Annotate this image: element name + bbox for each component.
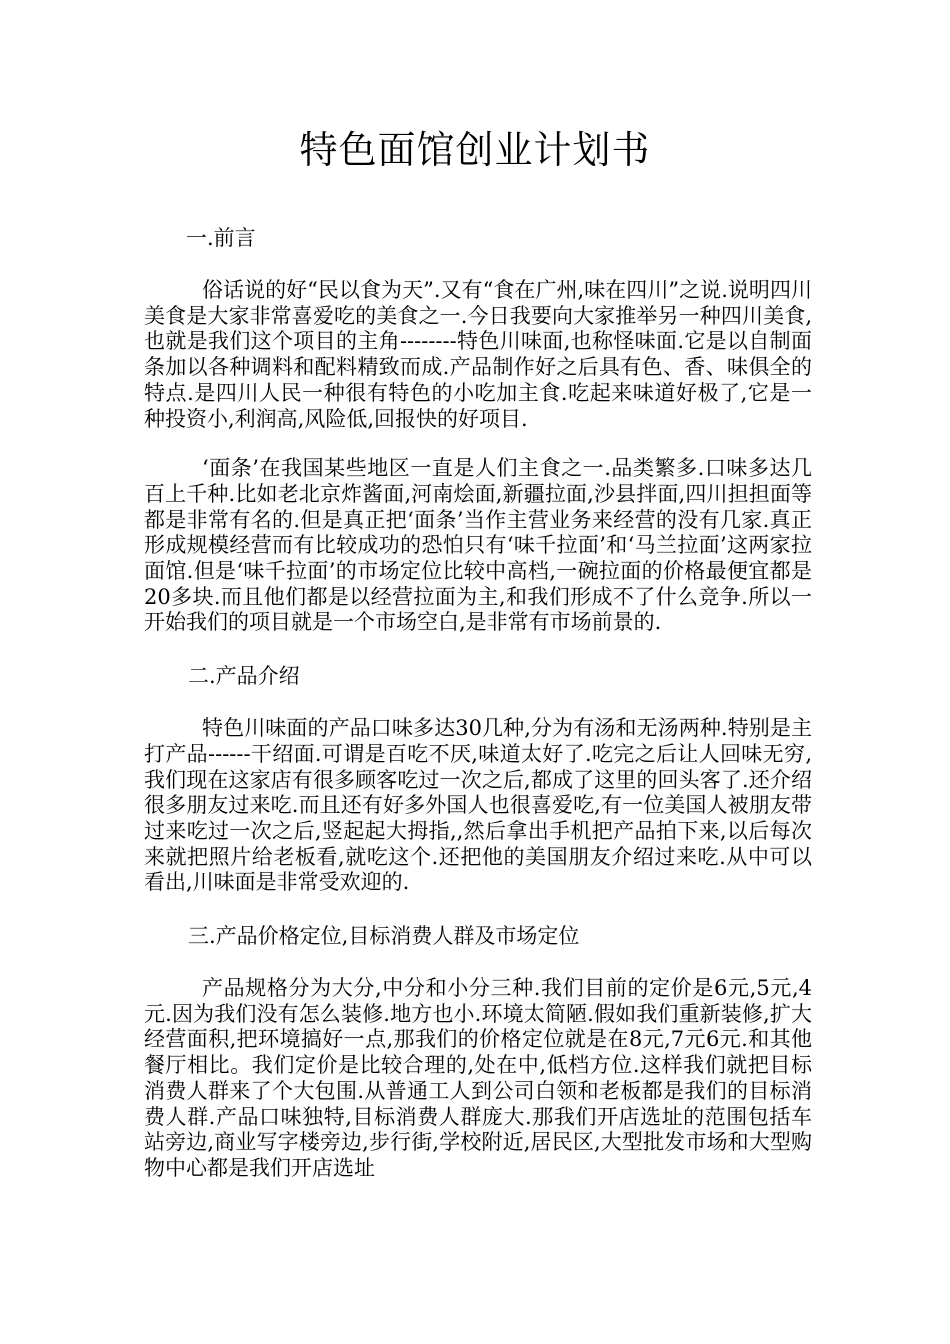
paragraph: 特色川味面的产品口味多达30几种,分为有汤和无汤两种.特别是主打产品------干绍面.可谓是百吃不厌,味道太好了.吃完之后让人回味无穷,我们现在这家店有很多顾客吃过一次之后,都成了这里的回头客了.还介绍很多朋友过来吃.而且还有好多外国人也很喜爱吃,有一位美国人被朋友带过来吃过一次之后,竖起起大拇指,,然后拿出手机把产品拍下来,以后每次来就把照片给老板看,就吃这个.还把他的美国朋友介绍过来吃.从中可以看出,川味面是非常受欢迎的. xyxy=(144,716,812,895)
paragraph: 俗话说的好“民以食为天”.又有“食在广州,味在四川”之说.说明四川美食是大家非常喜爱吃的美食之一.今日我要向大家推举另一种四川美食,也就是我们这个项目的主角--------特色川味面,也称怪味面.它是以自制面条加以各种调料和配料精致而成.产品制作好之后具有色、香、味俱全的特点.是四川人民一种很有特色的小吃加主食.吃起来味道好极了,它是一种投资小,利润高,风险低,回报快的好项目. xyxy=(144,278,812,431)
paragraph: 产品规格分为大分,中分和小分三种.我们目前的定价是6元,5元,4元.因为我们没有怎么装修.地方也小.环境太简陋.假如我们重新装修,扩大经营面积,把环境搞好一点,那我们的价格定位就是在8元,7元6元.和其他餐厅相比。我们定价是比较合理的,处在中,低档方位.这样我们就把目标消费人群来了个大包围.从普通工人到公司白领和老板都是我们的目标消费人群.产品口味独特,目标消费人群庞大.那我们开店选址的范围包括车站旁边,商业写字楼旁边,步行街,学校附近,居民区,大型批发市场和大型购物中心都是我们开店选址 xyxy=(144,976,812,1180)
section-heading-preface: 一.前言 xyxy=(186,226,256,250)
document-title: 特色面馆创业计划书 xyxy=(299,128,651,172)
section-heading-pricing: 三.产品价格定位,目标消费人群及市场定位 xyxy=(188,924,580,949)
paragraph: ‘面条’在我国某些地区一直是人们主食之一.品类繁多.口味多达几百上千种.比如老北京炸酱面,河南烩面,新疆拉面,沙县拌面,四川担担面等都是非常有名的.但是真正把‘面条’当作主营业务来经营的没有几家.真正形成规模经营而有比较成功的恐怕只有‘味千拉面’和‘马兰拉面’这两家拉面馆.但是‘味千拉面’的市场定位比较中高档,一碗拉面的价格最便宜都是20多块.而且他们都是以经营拉面为主,和我们形成不了什么竞争.所以一开始我们的项目就是一个市场空白,是非常有市场前景的. xyxy=(144,456,812,635)
section-heading-product-intro: 二.产品介绍 xyxy=(188,664,300,689)
document-body xyxy=(144,222,812,1206)
